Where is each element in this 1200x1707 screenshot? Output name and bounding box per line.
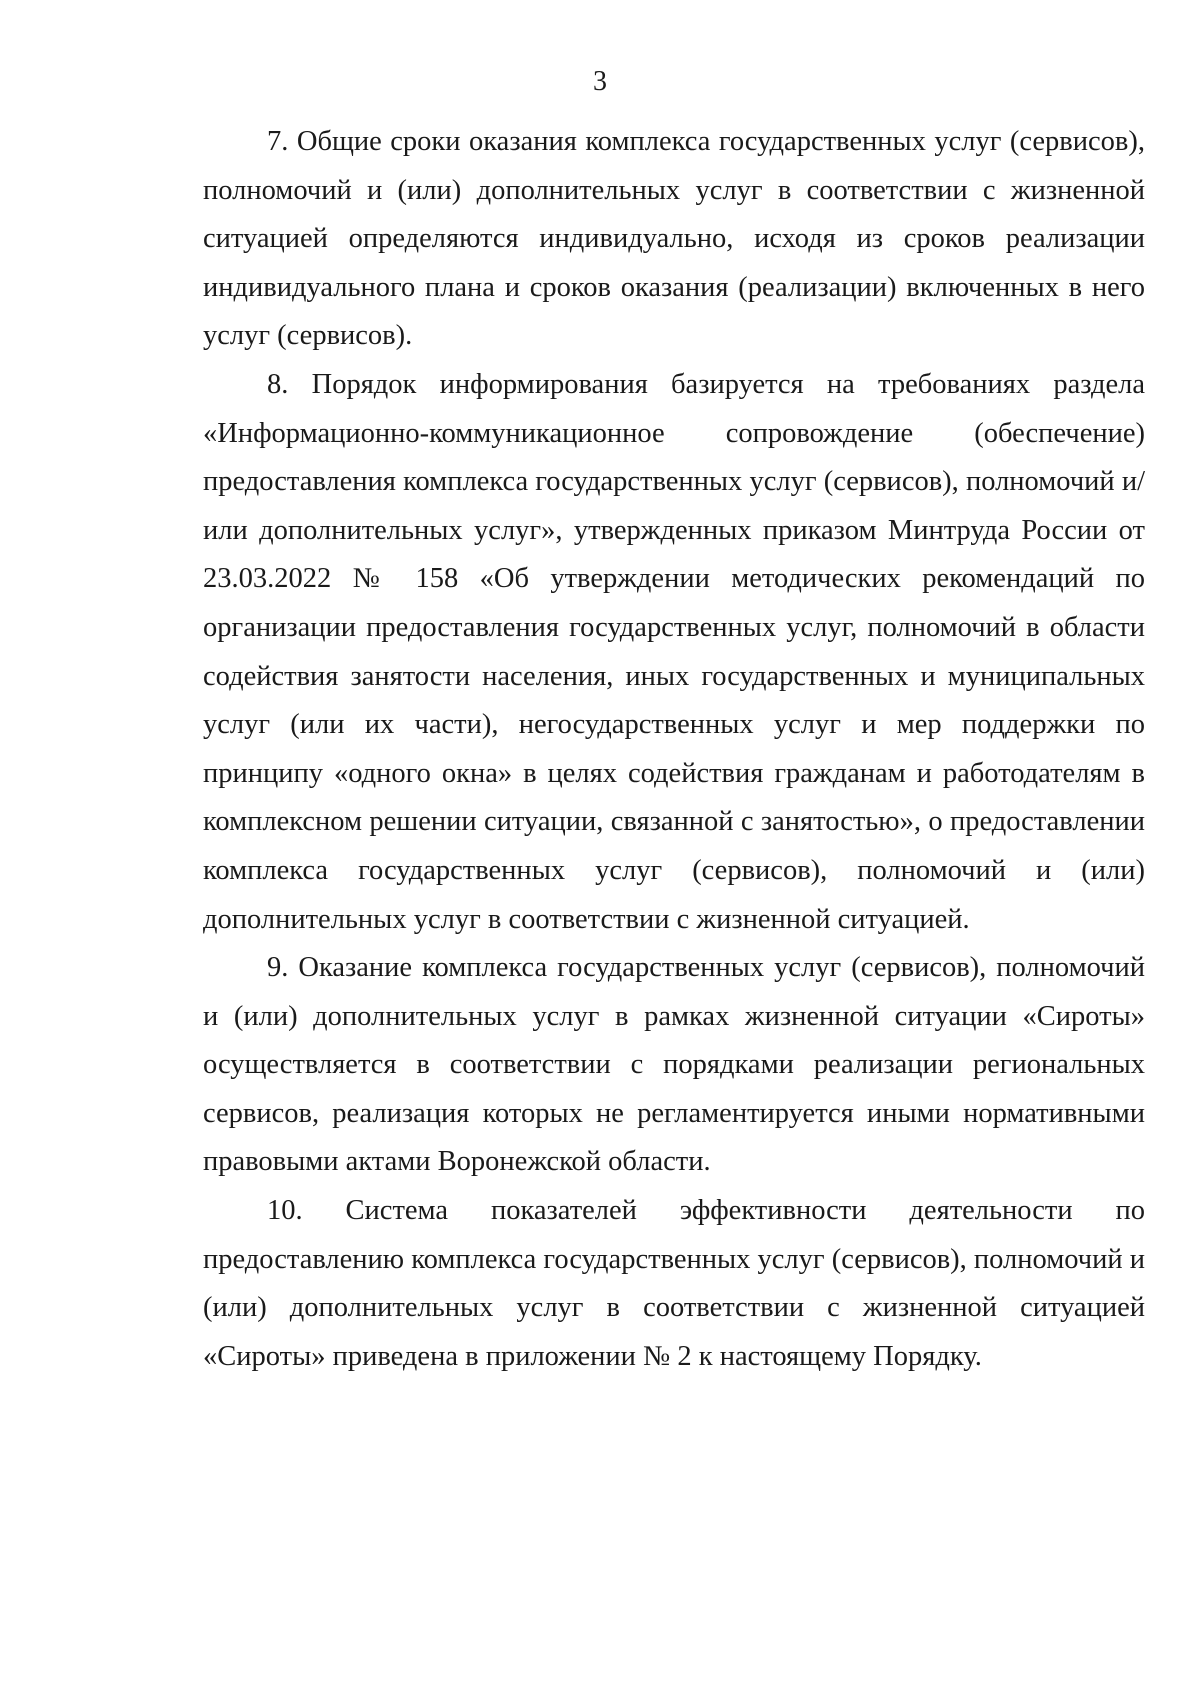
- paragraph-9: 9. Оказание комплекса государственных услуг (сервисов), полномочий и (или) дополнительных услуг в рамках жизненной ситуации «Сироты» осуществляется в соответствии с порядками реализации региональных сервисов, реализация которых не регламентируется иными нормативными правовыми актами Воронежской области.: [203, 952, 1145, 1178]
- paragraph-7: 7. Общие сроки оказания комплекса государственных услуг (сервисов), полномочий и (или) дополнительных услуг в соответствии с жизненной ситуацией определяются индивидуально, исходя из сроков реализации индивидуального плана и сроков оказания (реализации) включенных в него услуг (сервисов).: [203, 126, 1145, 352]
- page-number: 3: [593, 66, 607, 97]
- paragraph-8: 8. Порядок информирования базируется на требованиях раздела «Информационно-коммуникационное сопровождение (обеспечение) предоставления комплекса государственных услуг (сервисов), полномочий и/или дополнительных услуг», утвержденных приказом Минтруда России от 23.03.2022 № 158 «Об утверждении методических рекомендаций по организации предоставления государственных услуг, полномочий в области содействия занятости населения, иных государственных и муниципальных услуг (или их части), негосударственных услуг и мер поддержки по принципу «одного окна» в целях содействия гражданам и работодателям в комплексном решении ситуации, связанной с занятостью», о предоставлении комплекса государственных услуг (сервисов), полномочий и (или) дополнительных услуг в соответствии с жизненной ситуацией.: [203, 368, 1145, 935]
- paragraph-10: 10. Система показателей эффективности деятельности по предоставлению комплекса государственных услуг (сервисов), полномочий и (или) дополнительных услуг в соответствии с жизненной ситуацией «Сироты» приведена в приложении № 2 к настоящему Порядку.: [203, 1195, 1145, 1372]
- document-body: [203, 118, 1145, 1381]
